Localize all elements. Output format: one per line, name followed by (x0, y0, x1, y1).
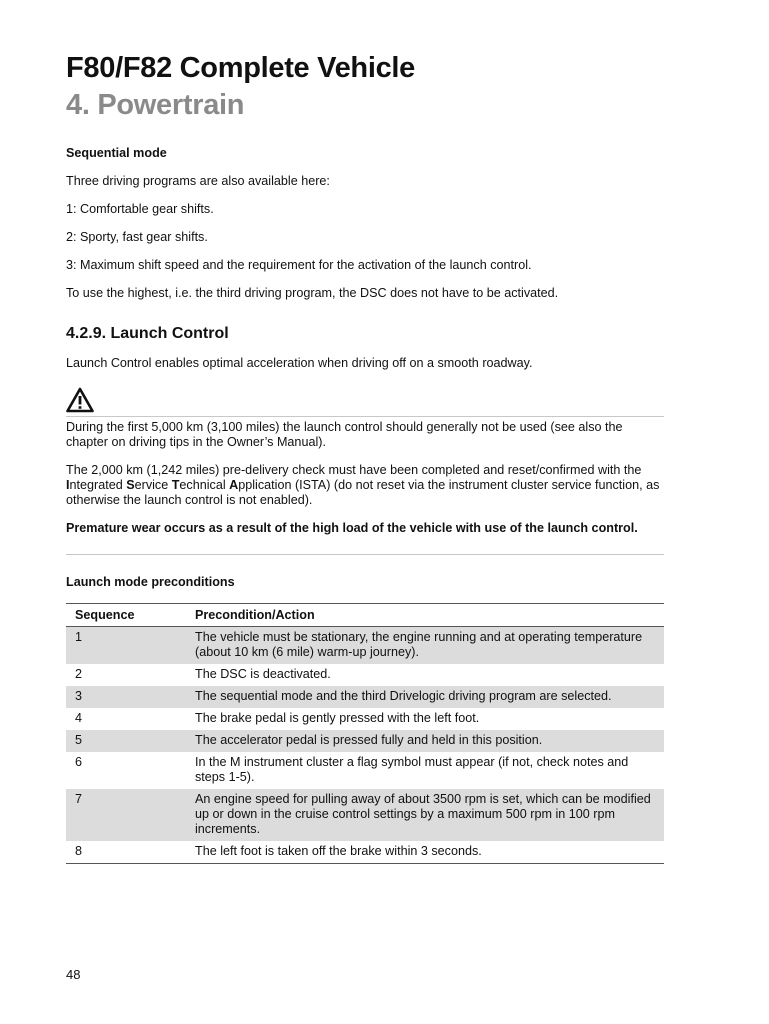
warning-p2-initial-a: A (229, 478, 239, 492)
launch-control-heading: 4.2.9. Launch Control (66, 325, 229, 342)
warning-p2-text-a: The 2,000 km (1,242 miles) pre-delivery check must have been completed and reset/confirmed with the (66, 463, 642, 477)
sequential-mode-heading: Sequential mode (66, 146, 167, 160)
warning-p2-text-e: pplication (ISTA) (do not reset via the instrument cluster service function, as otherwise the launch control is not enabled). (66, 478, 660, 507)
table-row (66, 789, 664, 841)
table-row (66, 708, 664, 730)
warning-p2-text-b: ntegrated (69, 478, 127, 492)
row-action: The sequential mode and the third Drivelogic driving program are selected. (195, 689, 612, 703)
warning-p2-initial-s: S (126, 478, 135, 492)
program-item-1: 1: Comfortable gear shifts. (66, 202, 214, 216)
row-sequence: 7 (75, 792, 83, 806)
warning-paragraph-2 (66, 463, 664, 508)
dsc-note: To use the highest, i.e. the third driving program, the DSC does not have to be activated. (66, 286, 559, 300)
warning-p2-initial-t: T (171, 478, 180, 492)
table-row (66, 841, 664, 864)
warning-triangle-icon (66, 387, 94, 413)
warning-premature-wear: Premature wear occurs as a result of the high load of the vehicle with use of the launch control. (66, 521, 638, 535)
row-sequence: 3 (75, 689, 83, 703)
table-row (66, 752, 664, 789)
column-header-precondition: Precondition/Action (195, 607, 315, 622)
row-sequence: 8 (75, 844, 83, 858)
row-sequence: 2 (75, 667, 83, 681)
program-item-3: 3: Maximum shift speed and the requirement for the activation of the launch control. (66, 258, 532, 272)
row-action: The accelerator pedal is pressed fully and held in this position. (195, 733, 543, 747)
table-header (66, 603, 664, 627)
preconditions-heading: Launch mode preconditions (66, 575, 235, 589)
row-sequence: 5 (75, 733, 83, 747)
row-sequence: 6 (75, 755, 83, 769)
table-row (66, 627, 664, 664)
warning-top-rule (66, 416, 664, 417)
row-action: The DSC is deactivated. (195, 667, 331, 681)
table-row (66, 664, 664, 686)
warning-p2-initial-i: I (66, 478, 70, 492)
row-action: In the M instrument cluster a flag symbol must appear (if not, check notes and steps 1-5). (195, 755, 629, 784)
row-sequence: 4 (75, 711, 83, 725)
warning-p2-text-d: echnical (179, 478, 230, 492)
row-action: The vehicle must be stationary, the engine running and at operating temperature (about 10 km (6 mile) warm-up journey). (195, 630, 643, 659)
chapter-title: 4. Powertrain (66, 89, 245, 121)
row-sequence: 1 (75, 630, 83, 644)
launch-control-intro: Launch Control enables optimal acceleration when driving off on a smooth roadway. (66, 356, 533, 370)
preconditions-table (66, 603, 664, 864)
warning-p2-text-c: ervice (134, 478, 172, 492)
program-item-2: 2: Sporty, fast gear shifts. (66, 230, 208, 244)
table-row (66, 686, 664, 708)
column-header-sequence: Sequence (75, 607, 135, 622)
row-action: The left foot is taken off the brake within 3 seconds. (195, 844, 482, 858)
document-title: F80/F82 Complete Vehicle (66, 52, 415, 84)
table-row (66, 730, 664, 752)
row-action: The brake pedal is gently pressed with the left foot. (195, 711, 480, 725)
warning-bottom-rule (66, 554, 664, 555)
row-action: An engine speed for pulling away of about 3500 rpm is set, which can be modified up or down in the cruise control settings by a maximum 500 rpm in 100 rpm increments. (195, 792, 651, 836)
page-number: 48 (66, 967, 81, 982)
warning-paragraph-1: During the first 5,000 km (3,100 miles) the launch control should generally not be used (see also the chapter on driving tips in the Owner’s Manual). (66, 420, 623, 449)
sequential-mode-intro: Three driving programs are also available here: (66, 174, 330, 188)
